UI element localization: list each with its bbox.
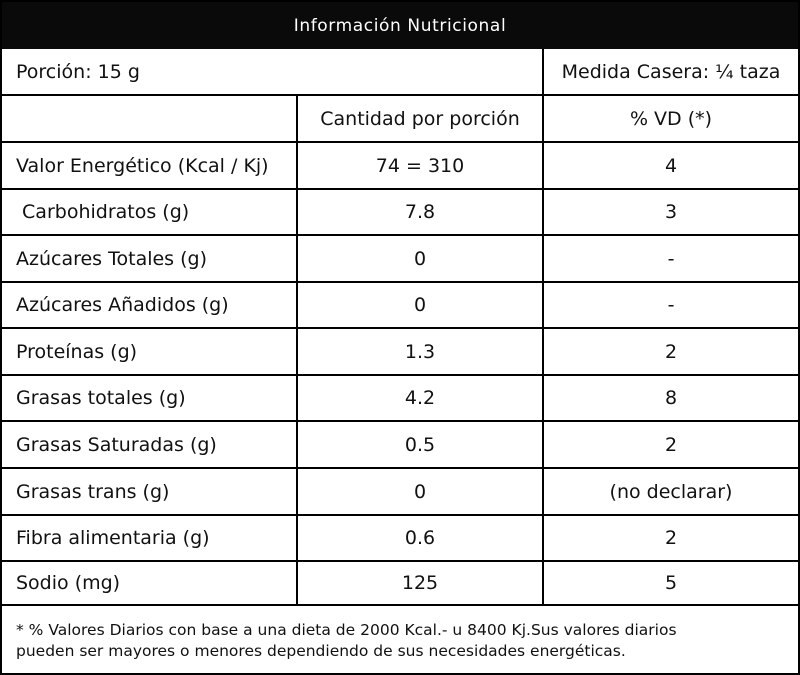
nutrient-name: Proteínas (g) [16,340,138,363]
nutrient-amount: 7.8 [296,190,542,234]
table-row [2,283,798,329]
nutrient-dv: 8 [542,376,798,420]
nutrient-amount: 4.2 [296,376,542,420]
nutrient-amount: 0 [296,283,542,327]
table-row [2,143,798,190]
table-row [2,236,798,283]
nutrient-name: Fibra alimentaria (g) [16,527,210,549]
nutrient-amount: 0.6 [296,516,542,560]
table-row [2,329,798,376]
nutrient-name: Grasas totales (g) [16,387,186,409]
daily-value-footnote [2,606,798,673]
household-measure: Medida Casera: ¼ taza [542,49,798,94]
nutrient-dv: 2 [542,516,798,560]
nutrient-name: Grasas trans (g) [16,480,170,503]
table-title: Información Nutricional [2,2,798,49]
header-row [2,96,798,143]
table-row [2,422,798,469]
nutrient-dv: 2 [542,329,798,374]
nutrient-dv: 4 [542,143,798,188]
nutrient-amount: 1.3 [296,329,542,374]
nutrient-name: Sodio (mg) [16,572,121,594]
nutrient-amount: 0 [296,469,542,514]
header-amount: Cantidad por porción [296,96,542,141]
table-row [2,376,798,422]
nutrient-name: Azúcares Añadidos (g) [16,294,229,316]
nutrient-amount: 125 [296,562,542,604]
nutrient-name: Valor Energético (Kcal / Kj) [16,154,269,177]
nutrient-dv: (no declarar) [542,469,798,514]
table-row [2,190,798,236]
header-dv: % VD (*) [542,96,798,141]
footnote-line-2: pueden ser mayores o menores dependiendo de sus necesidades energéticas. [16,642,626,660]
nutrient-dv: 3 [542,190,798,234]
nutrient-amount: 74 = 310 [296,143,542,188]
header-nutrient [2,96,296,141]
nutrient-dv: - [542,283,798,327]
nutrient-amount: 0.5 [296,422,542,467]
nutrient-name: Azúcares Totales (g) [16,247,208,270]
portion-row [2,49,798,96]
nutrient-dv: - [542,236,798,281]
nutrient-name: Grasas Saturadas (g) [16,433,217,456]
portion-size: Porción: 15 g [16,60,140,83]
table-row [2,516,798,562]
nutrient-dv: 5 [542,562,798,604]
table-row [2,562,798,606]
footnote-line-1: * % Valores Diarios con base a una dieta de 2000 Kcal.- u 8400 Kj.Sus valores diarios [16,621,677,639]
nutrient-name: Carbohidratos (g) [16,201,190,223]
nutrient-dv: 2 [542,422,798,467]
nutrient-amount: 0 [296,236,542,281]
table-row [2,469,798,516]
